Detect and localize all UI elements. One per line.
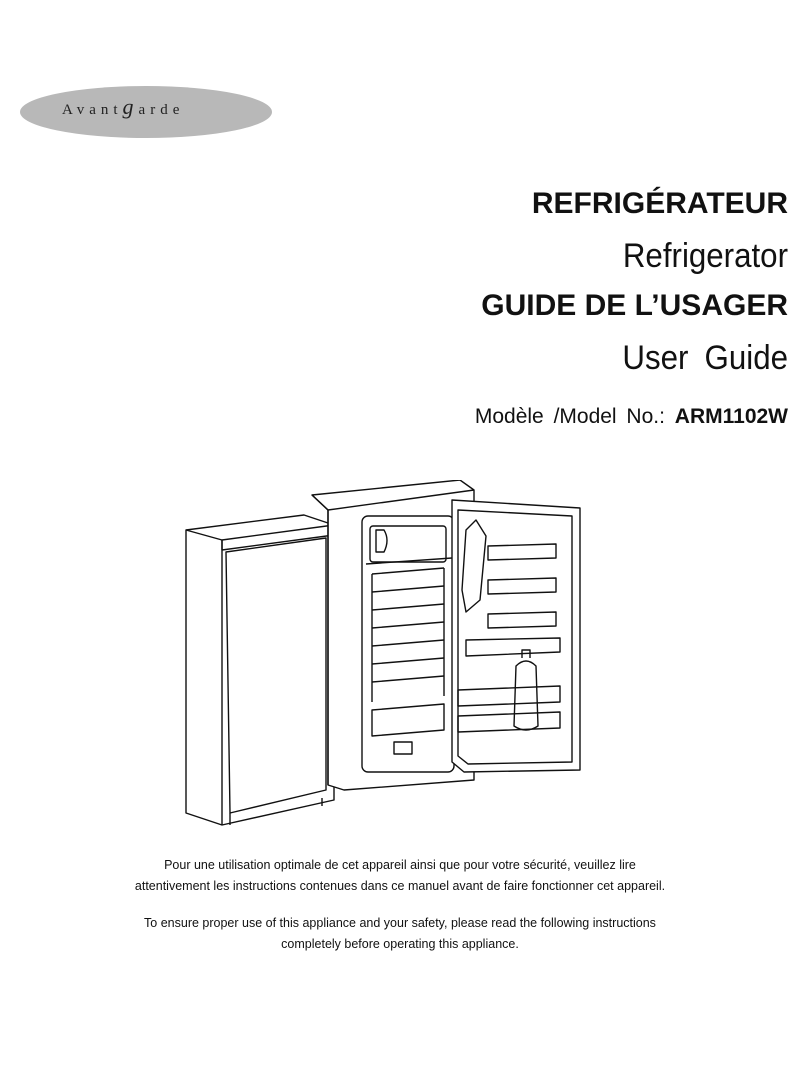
model-label: Modèle /Model No.: xyxy=(474,405,665,428)
notice-en-line1: To ensure proper use of this appliance and your safety, please read the following instructions xyxy=(144,916,656,930)
notice-fr-line1: Pour une utilisation optimale de cet appareil ainsi que pour votre sécurité, veuillez lire xyxy=(164,858,636,872)
notice-spacer xyxy=(100,897,700,913)
guide-title-en: User Guide xyxy=(622,339,788,377)
notice-en-line2: completely before operating this appliance. xyxy=(281,937,519,951)
model-number: ARM1102W xyxy=(674,405,788,428)
open-fridge-drawing xyxy=(312,480,580,790)
closed-fridge-drawing xyxy=(186,515,334,825)
title-block xyxy=(228,186,788,430)
refrigerator-illustration xyxy=(176,480,596,830)
notice-fr-line2: attentivement les instructions contenues dans ce manuel avant de faire fonctionner cet appareil. xyxy=(134,879,666,893)
product-title-fr: REFRIGÉRATEUR xyxy=(531,187,788,220)
logo-wordmark: Avantgarde xyxy=(62,94,185,119)
guide-title-fr: GUIDE DE L’USAGER xyxy=(481,289,788,322)
product-title-en: Refrigerator xyxy=(622,237,788,275)
safety-notice xyxy=(100,855,700,955)
brand-logo xyxy=(18,84,276,140)
model-line xyxy=(228,404,788,430)
